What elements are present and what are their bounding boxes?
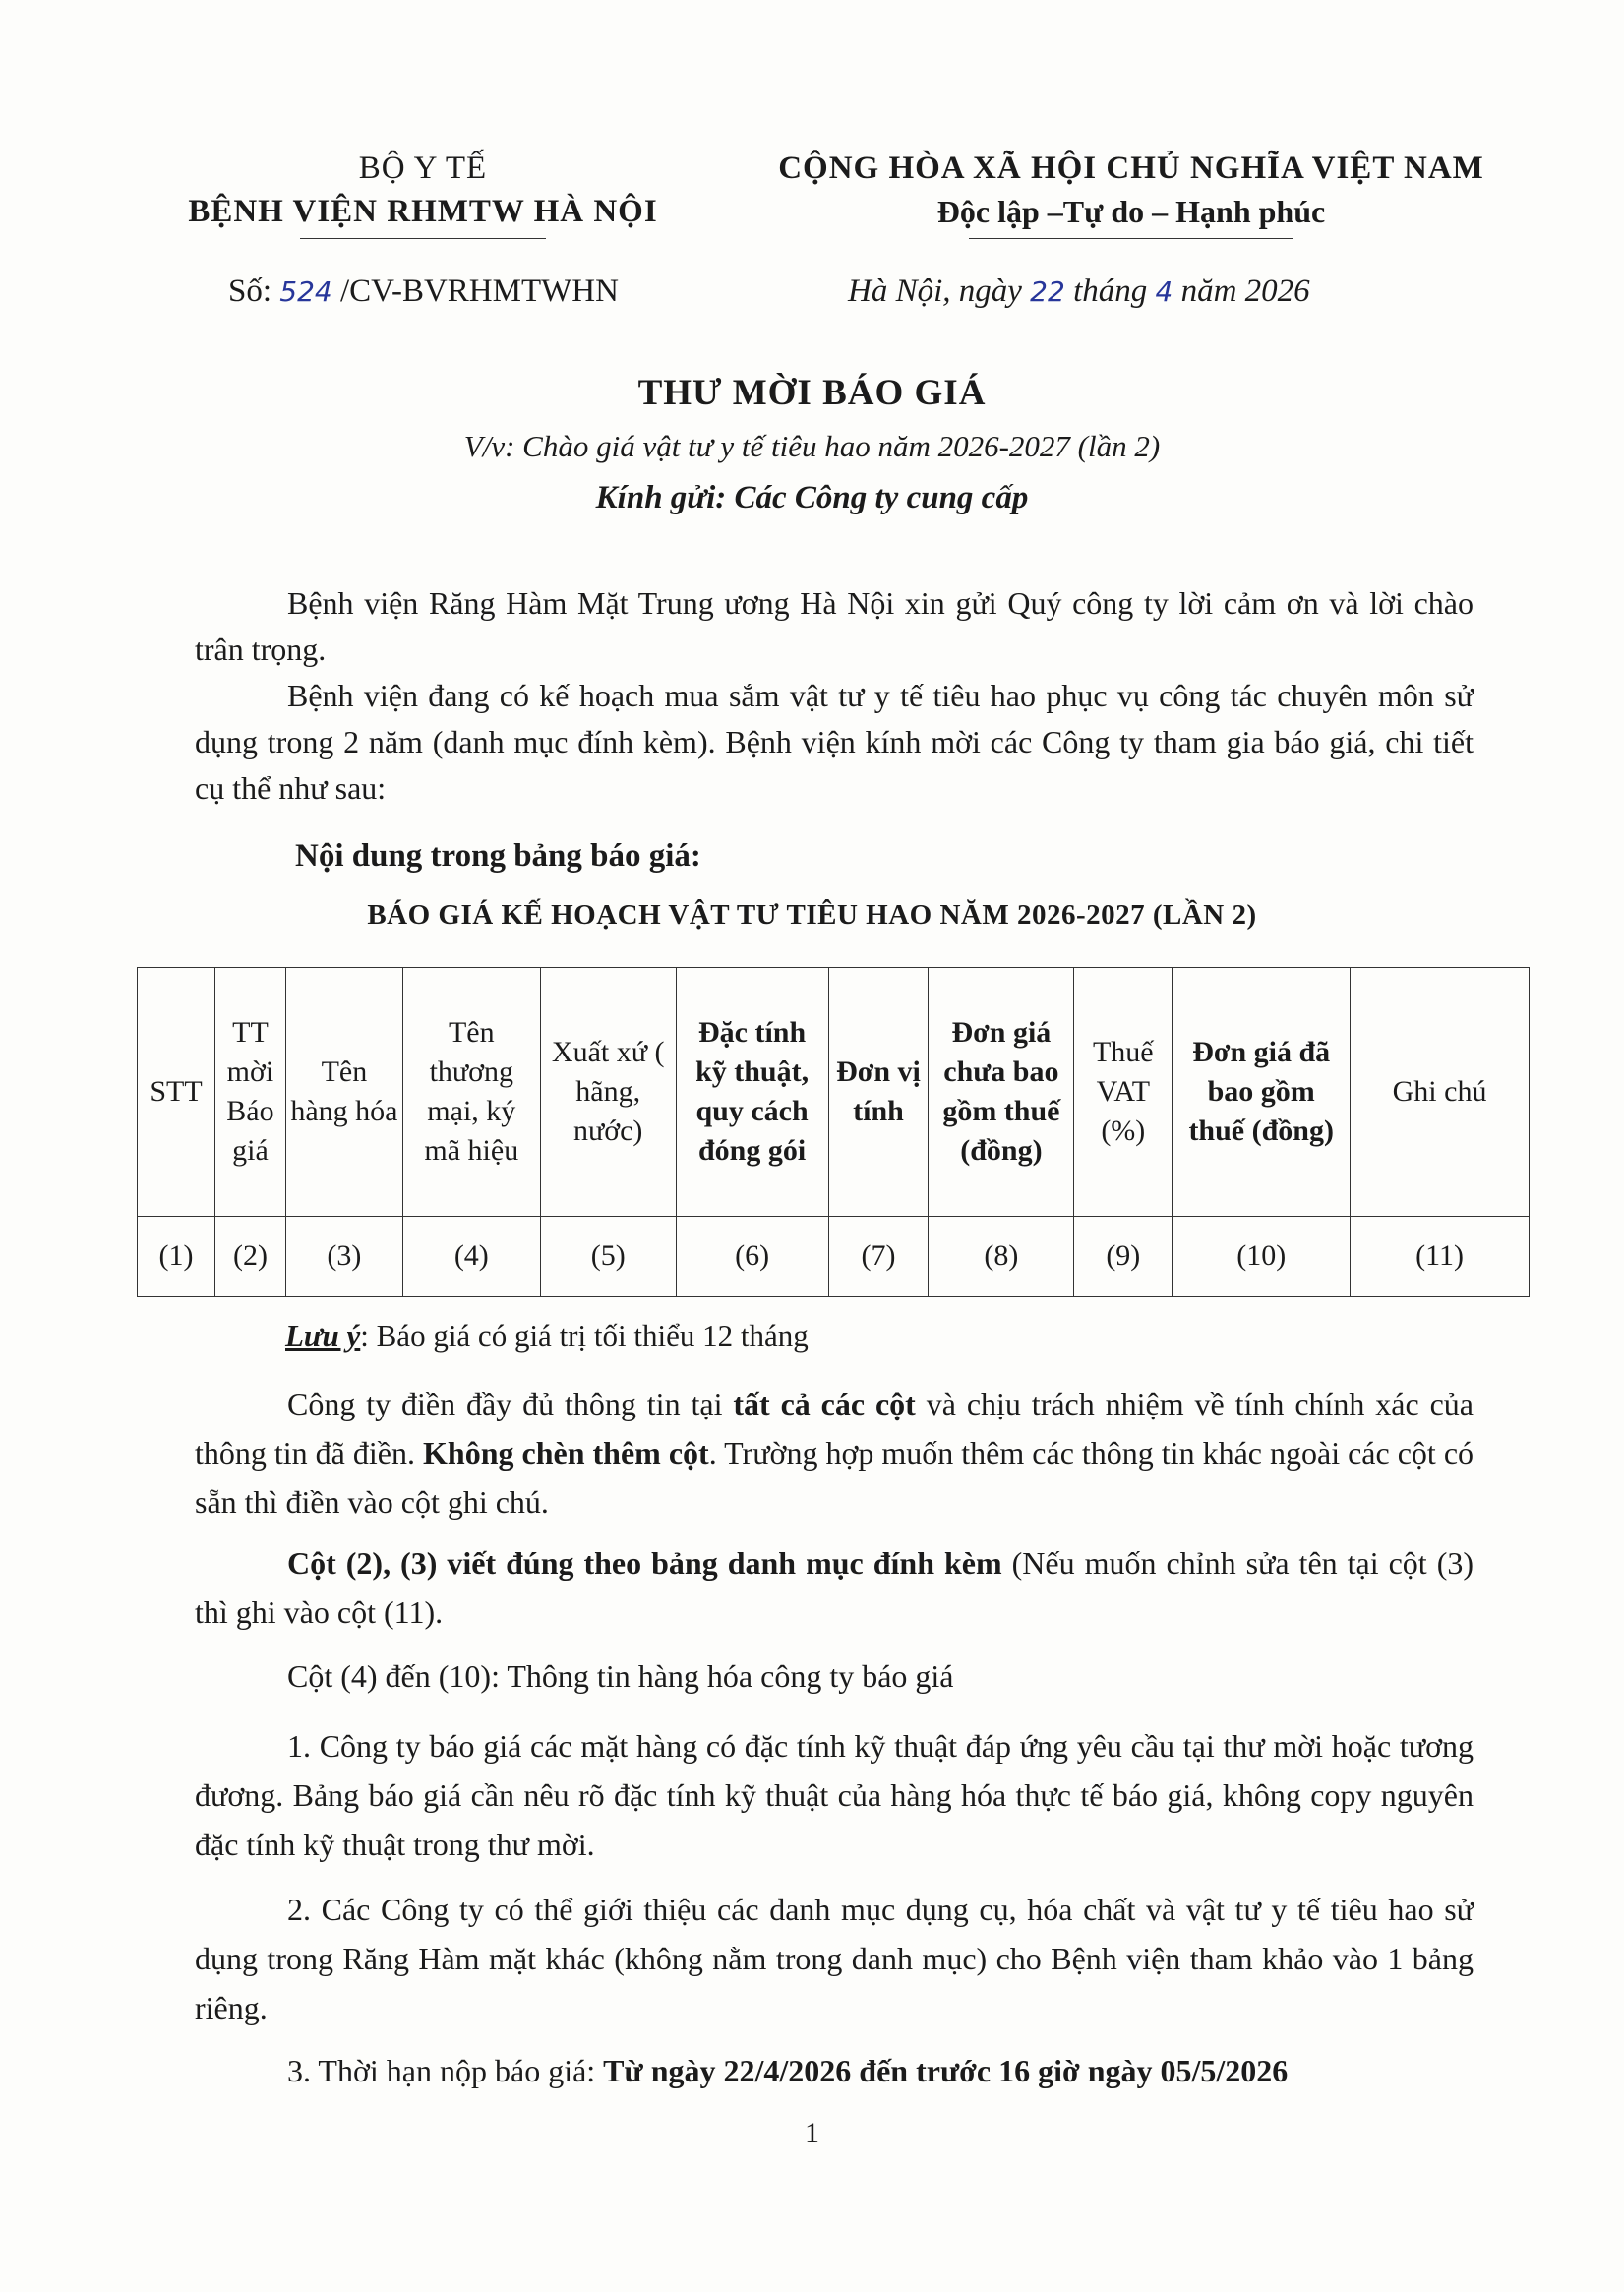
header-cell: Tên hàng hóa <box>285 968 402 1217</box>
table-title: BÁO GIÁ KẾ HOẠCH VẬT TƯ TIÊU HAO NĂM 2026-2027 (LẦN 2) <box>367 899 1257 931</box>
instruction-emphasis: Cột (2), (3) viết đúng theo bảng danh mục đính kèm <box>287 1545 1002 1581</box>
quotation-table <box>137 967 1530 1297</box>
table-row <box>138 1217 1530 1297</box>
purpose-paragraph: Bệnh viện đang có kế hoạch mua sắm vật tư y tế tiêu hao phục vụ công tác chuyên môn sử dụng trong 2 năm (danh mục đính kèm). Bệnh viện kính mời các Công ty tham gia báo giá, chi tiết cụ thể như sau: <box>195 678 1474 806</box>
column-naming-instruction <box>195 1538 1474 1637</box>
additional-catalog-instruction: 2. Các Công ty có thể giới thiệu các danh mục dụng cụ, hóa chất và vật tư y tế tiêu hao sử dụng trong Răng Hàm mặt khác (không nằm trong danh mục) cho Bệnh viện tham khảo vào 1 bảng riêng. <box>195 1892 1474 2025</box>
issue-date <box>848 273 1310 310</box>
date-suffix: năm 2026 <box>1173 273 1310 309</box>
date-middle: tháng <box>1064 273 1156 309</box>
date-prefix: Hà Nội, ngày <box>848 273 1031 309</box>
column-number-cell: (1) <box>138 1217 215 1297</box>
column-number-cell: (11) <box>1351 1217 1530 1297</box>
page-number: 1 <box>805 2117 819 2149</box>
header-cell: Đơn giá chưa bao gồm thuế (đồng) <box>929 968 1074 1217</box>
nation-name: CỘNG HÒA XÃ HỘI CHỦ NGHĨA VIỆT NAM <box>778 151 1484 186</box>
header-cell: Đơn giá đã bao gồm thuế (đồng) <box>1173 968 1351 1217</box>
instruction-text: (Nếu muốn chỉnh sửa tên tại cột (3) thì ghi vào cột (11). <box>195 1545 1474 1630</box>
hospital-name: BỆNH VIỆN RHMTW HÀ NỘI <box>188 194 658 229</box>
fill-all-columns-instruction <box>195 1379 1474 1527</box>
handwritten-doc-number: 524 <box>279 275 332 308</box>
table-header-row <box>138 968 1530 1217</box>
section-heading: Nội dung trong bảng báo giá: <box>295 838 701 874</box>
document-number <box>228 273 619 310</box>
handwritten-day: 22 <box>1030 275 1065 308</box>
instruction-emphasis: Không chèn thêm cột <box>423 1435 709 1471</box>
header-cell: Đơn vị tính <box>828 968 929 1217</box>
column-number-cell: (2) <box>214 1217 285 1297</box>
national-heading <box>708 148 1554 239</box>
header-cell: STT <box>138 968 215 1217</box>
handwritten-month: 4 <box>1155 275 1173 308</box>
header-cell: Thuế VAT (%) <box>1074 968 1173 1217</box>
deadline-label: 3. Thời hạn nộp báo giá: <box>287 2053 604 2088</box>
instruction-text: Công ty điền đầy đủ thông tin tại <box>287 1386 734 1421</box>
header-cell: TT mời Báo giá <box>214 968 285 1217</box>
instruction-emphasis: tất cả các cột <box>733 1386 916 1421</box>
deadline-value: Từ ngày 22/4/2026 đến trước 16 giờ ngày 05/5/2026 <box>603 2053 1289 2088</box>
instruction-text: . Trường hợp muốn thêm các thông tin khác ngoài các cột có sẵn thì điền vào cột ghi chú. <box>195 1435 1474 1520</box>
technical-spec-instruction: 1. Công ty báo giá các mặt hàng có đặc tính kỹ thuật đáp ứng yêu cầu tại thư mời hoặc tương đương. Bảng báo giá cần nêu rõ đặc tính kỹ thuật của hàng hóa thực tế báo giá, không copy nguyên đặc tính kỹ thuật trong thư mời. <box>195 1728 1474 1862</box>
submission-deadline <box>195 2048 1474 2094</box>
header-cell: Tên thương mại, ký mã hiệu <box>402 968 540 1217</box>
column-number-cell: (9) <box>1074 1217 1173 1297</box>
issuer-underline <box>300 238 546 239</box>
instruction-text: và chịu trách nhiệm về tính chính xác của thông tin đã điền. <box>195 1386 1474 1471</box>
header-cell: Ghi chú <box>1351 968 1530 1217</box>
note-label: Lưu ý <box>285 1318 361 1353</box>
ministry-name: BỘ Y TẾ <box>358 151 488 186</box>
issuer-block <box>128 148 718 239</box>
document-subject: V/v: Chào giá vật tư y tế tiêu hao năm 2026-2027 (lần 2) <box>463 429 1161 463</box>
column-number-cell: (4) <box>402 1217 540 1297</box>
column-number-cell: (10) <box>1173 1217 1351 1297</box>
column-number-cell: (5) <box>540 1217 676 1297</box>
doc-number-suffix: /CV-BVRHMTWHN <box>331 273 619 309</box>
validity-note <box>285 1318 809 1354</box>
doc-number-prefix: Số: <box>228 273 280 309</box>
document-title: THƯ MỜI BÁO GIÁ <box>637 373 987 413</box>
column-number-cell: (3) <box>285 1217 402 1297</box>
header-cell: Xuất xứ ( hãng, nước) <box>540 968 676 1217</box>
national-motto: Độc lập –Tự do – Hạnh phúc <box>936 194 1326 229</box>
column-number-cell: (6) <box>676 1217 828 1297</box>
note-text: : Báo giá có giá trị tối thiểu 12 tháng <box>360 1318 809 1353</box>
column-number-cell: (7) <box>828 1217 929 1297</box>
header-cell: Đặc tính kỹ thuật, quy cách đóng gói <box>676 968 828 1217</box>
column-number-cell: (8) <box>929 1217 1074 1297</box>
columns-4-10-instruction: Cột (4) đến (10): Thông tin hàng hóa công ty báo giá <box>287 1659 954 1694</box>
motto-underline <box>969 238 1293 239</box>
recipient-line: Kính gửi: Các Công ty cung cấp <box>595 480 1029 515</box>
greeting-paragraph: Bệnh viện Răng Hàm Mặt Trung ương Hà Nội xin gửi Quý công ty lời cảm ơn và lời chào trân trọng. <box>195 585 1474 667</box>
